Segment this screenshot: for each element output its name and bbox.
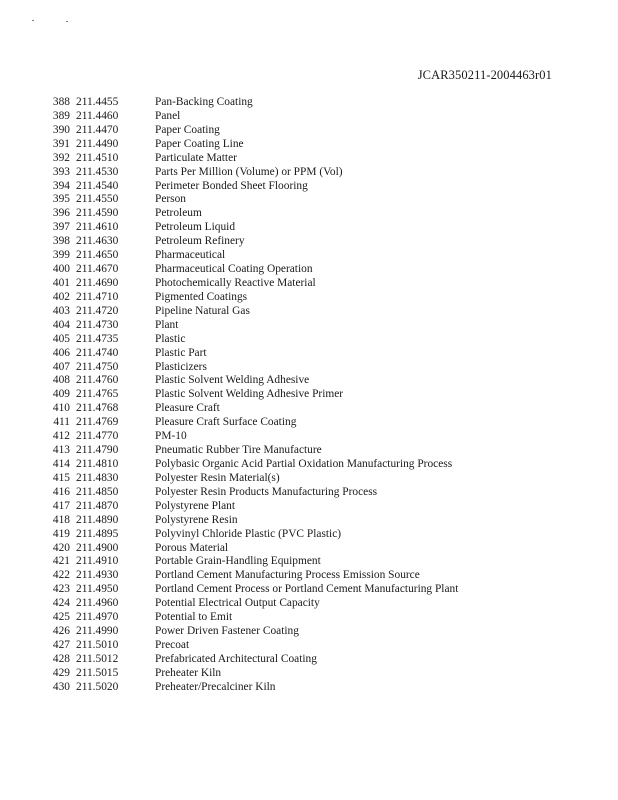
list-item	[40, 639, 560, 653]
list-item	[40, 277, 560, 291]
item-number: 389	[52, 109, 70, 122]
item-number: 395	[52, 193, 70, 206]
section-number: 211.4650	[76, 249, 119, 262]
defined-term: Pan-Backing Coating	[155, 96, 253, 108]
defined-term: Preheater Kiln	[155, 666, 222, 679]
item-number: 411	[53, 416, 70, 429]
item-number: 388	[52, 96, 70, 108]
list-item	[40, 166, 560, 180]
item-number: 390	[52, 123, 70, 136]
section-number: 211.4590	[76, 207, 119, 220]
list-item	[40, 430, 560, 444]
section-number: 211.4768	[76, 402, 119, 415]
list-item	[40, 124, 560, 138]
defined-term: Power Driven Fastener Coating	[155, 625, 299, 638]
list-item	[40, 444, 560, 458]
list-item	[40, 583, 560, 597]
list-item	[40, 681, 560, 695]
list-item	[40, 193, 560, 207]
definitions-list	[40, 96, 560, 695]
defined-term: Pharmaceutical Coating Operation	[155, 263, 313, 276]
scan-speck	[66, 21, 68, 22]
list-item	[40, 180, 560, 194]
list-item	[40, 347, 560, 361]
list-item	[40, 472, 560, 486]
defined-term: Plastic Solvent Welding Adhesive	[155, 374, 310, 387]
section-number: 211.4930	[76, 569, 119, 582]
item-number: 430	[52, 680, 70, 693]
section-number: 211.4670	[76, 263, 119, 276]
defined-term: Polystyrene Plant	[155, 499, 236, 512]
list-item	[40, 374, 560, 388]
defined-term: Preheater/Precalciner Kiln	[155, 680, 276, 693]
list-item	[40, 221, 560, 235]
item-number: 421	[52, 555, 70, 568]
section-number: 211.4470	[76, 123, 119, 136]
item-number: 427	[52, 638, 70, 651]
list-item	[40, 416, 560, 430]
item-number: 391	[52, 137, 70, 150]
list-item	[40, 138, 560, 152]
defined-term: Pleasure Craft Surface Coating	[155, 416, 297, 429]
section-number: 211.4810	[76, 457, 119, 470]
defined-term: Plastic Solvent Welding Adhesive Primer	[155, 388, 344, 401]
list-item	[40, 388, 560, 402]
item-number: 416	[52, 485, 70, 498]
section-number: 211.4890	[76, 513, 119, 526]
item-number: 404	[52, 318, 70, 331]
defined-term: Portland Cement Process or Portland Cement Manufacturing Plant	[155, 583, 459, 596]
list-item	[40, 333, 560, 347]
list-item	[40, 263, 560, 277]
defined-term: Paper Coating Line	[155, 137, 244, 150]
list-item	[40, 597, 560, 611]
defined-term: Potential Electrical Output Capacity	[155, 597, 320, 610]
item-number: 400	[52, 263, 70, 276]
defined-term: Polybasic Organic Acid Partial Oxidation Manufacturing Process	[155, 457, 453, 470]
section-number: 211.4765	[76, 388, 119, 401]
item-number: 407	[52, 360, 70, 373]
list-item	[40, 207, 560, 221]
defined-term: PM-10	[155, 430, 187, 443]
list-item	[40, 625, 560, 639]
list-item	[40, 305, 560, 319]
section-number: 211.4950	[76, 583, 119, 596]
section-number: 211.4610	[76, 221, 119, 234]
defined-term: Polystyrene Resin	[155, 513, 238, 526]
item-number: 417	[52, 499, 70, 512]
section-number: 211.4455	[76, 96, 119, 108]
section-number: 211.4740	[76, 346, 119, 359]
section-number: 211.4720	[76, 304, 119, 317]
item-number: 401	[52, 276, 70, 289]
list-item	[40, 235, 560, 249]
section-number: 211.4460	[76, 109, 119, 122]
list-item	[40, 514, 560, 528]
section-number: 211.5010	[76, 638, 119, 651]
defined-term: Photochemically Reactive Material	[155, 276, 316, 289]
section-number: 211.4830	[76, 471, 119, 484]
item-number: 394	[52, 179, 70, 192]
item-number: 413	[52, 444, 70, 457]
section-number: 211.4530	[76, 165, 119, 178]
list-item	[40, 96, 560, 110]
item-number: 402	[52, 290, 70, 303]
list-item	[40, 110, 560, 124]
item-number: 406	[52, 346, 70, 359]
defined-term: Polyester Resin Products Manufacturing Process	[155, 485, 378, 498]
item-number: 420	[52, 541, 70, 554]
item-number: 399	[52, 249, 70, 262]
defined-term: Portland Cement Manufacturing Process Emission Source	[155, 569, 420, 582]
item-number: 419	[52, 527, 70, 540]
item-number: 403	[52, 304, 70, 317]
section-number: 211.4990	[76, 625, 119, 638]
section-number: 211.4760	[76, 374, 119, 387]
list-item	[40, 361, 560, 375]
section-number: 211.5012	[76, 652, 119, 665]
section-number: 211.4490	[76, 137, 119, 150]
item-number: 415	[52, 471, 70, 484]
list-item	[40, 319, 560, 333]
defined-term: Petroleum Refinery	[155, 235, 245, 248]
defined-term: Plasticizers	[155, 360, 207, 373]
section-number: 211.4630	[76, 235, 119, 248]
section-number: 211.4960	[76, 597, 119, 610]
list-item	[40, 458, 560, 472]
section-number: 211.4710	[76, 290, 119, 303]
scan-speck	[32, 20, 34, 21]
item-number: 414	[52, 457, 70, 470]
item-number: 422	[52, 569, 70, 582]
item-number: 426	[52, 625, 70, 638]
item-number: 410	[52, 402, 70, 415]
defined-term: Pigmented Coatings	[155, 290, 248, 303]
defined-term: Plant	[155, 318, 179, 331]
section-number: 211.4900	[76, 541, 119, 554]
section-number: 211.4790	[76, 444, 119, 457]
defined-term: Pipeline Natural Gas	[155, 304, 250, 317]
defined-term: Polyvinyl Chloride Plastic (PVC Plastic)	[155, 527, 342, 540]
defined-term: Precoat	[155, 638, 190, 651]
document-identifier: JCAR350211-2004463r01	[417, 68, 552, 82]
defined-term: Portable Grain-Handling Equipment	[155, 555, 321, 568]
section-number: 211.5015	[76, 666, 119, 679]
item-number: 393	[52, 165, 70, 178]
item-number: 398	[52, 235, 70, 248]
section-number: 211.5020	[76, 680, 119, 693]
item-number: 408	[52, 374, 70, 387]
defined-term: Prefabricated Architectural Coating	[155, 652, 317, 665]
item-number: 423	[52, 583, 70, 596]
item-number: 396	[52, 207, 70, 220]
list-item	[40, 402, 560, 416]
defined-term: Person	[155, 193, 187, 206]
list-item	[40, 542, 560, 556]
item-number: 418	[52, 513, 70, 526]
list-item	[40, 500, 560, 514]
defined-term: Polyester Resin Material(s)	[155, 471, 280, 484]
section-number: 211.4730	[76, 318, 119, 331]
defined-term: Particulate Matter	[155, 151, 237, 164]
section-number: 211.4769	[76, 416, 119, 429]
item-number: 429	[52, 666, 70, 679]
defined-term: Paper Coating	[155, 123, 220, 136]
item-number: 409	[52, 388, 70, 401]
defined-term: Parts Per Million (Volume) or PPM (Vol)	[155, 165, 343, 178]
list-item	[40, 667, 560, 681]
defined-term: Pharmaceutical	[155, 249, 226, 262]
defined-term: Porous Material	[155, 541, 229, 554]
defined-term: Pleasure Craft	[155, 402, 220, 415]
list-item	[40, 152, 560, 166]
item-number: 428	[52, 652, 70, 665]
section-number: 211.4510	[76, 151, 119, 164]
item-number: 412	[52, 430, 70, 443]
section-number: 211.4910	[76, 555, 119, 568]
section-number: 211.4540	[76, 179, 119, 192]
section-number: 211.4850	[76, 485, 119, 498]
section-number: 211.4870	[76, 499, 119, 512]
item-number: 425	[52, 611, 70, 624]
defined-term: Panel	[155, 109, 181, 122]
section-number: 211.4770	[76, 430, 119, 443]
list-item	[40, 249, 560, 263]
section-number: 211.4970	[76, 611, 119, 624]
item-number: 392	[52, 151, 70, 164]
list-item	[40, 653, 560, 667]
defined-term: Perimeter Bonded Sheet Flooring	[155, 179, 308, 192]
list-item	[40, 291, 560, 305]
item-number: 397	[52, 221, 70, 234]
defined-term: Plastic	[155, 332, 186, 345]
section-number: 211.4750	[76, 360, 119, 373]
defined-term: Plastic Part	[155, 346, 207, 359]
item-number: 424	[52, 597, 70, 610]
list-item	[40, 569, 560, 583]
item-number: 405	[52, 332, 70, 345]
defined-term: Petroleum Liquid	[155, 221, 236, 234]
defined-term: Petroleum	[155, 207, 202, 220]
section-number: 211.4735	[76, 332, 119, 345]
defined-term: Pneumatic Rubber Tire Manufacture	[155, 444, 322, 457]
list-item	[40, 528, 560, 542]
section-number: 211.4895	[76, 527, 119, 540]
list-item	[40, 486, 560, 500]
list-item	[40, 555, 560, 569]
section-number: 211.4550	[76, 193, 119, 206]
defined-term: Potential to Emit	[155, 611, 233, 624]
section-number: 211.4690	[76, 276, 119, 289]
list-item	[40, 611, 560, 625]
